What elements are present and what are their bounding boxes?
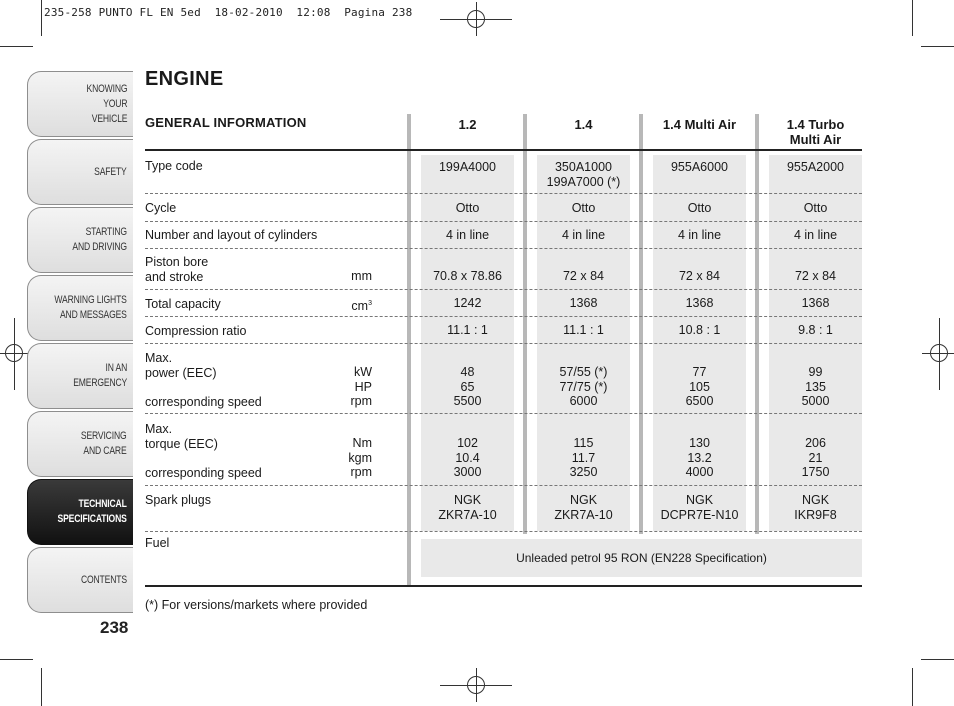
sidebar-tab-safety[interactable]: SAFETY	[27, 139, 133, 205]
column-header-1-4-multi-air: 1.4 Multi Air	[662, 117, 737, 132]
cell-value: 99 135 5000	[801, 365, 830, 408]
crop-mark	[0, 46, 33, 47]
crop-mark	[41, 0, 42, 36]
cell-value: 72 x 84	[562, 269, 604, 283]
row-divider	[145, 289, 862, 290]
cell-value: 48 65 5500	[453, 365, 482, 408]
fuel-value: Unleaded petrol 95 RON (EN228 Specification)	[421, 539, 862, 577]
crop-mark	[921, 46, 954, 47]
row-label-type-code: Type code	[145, 159, 203, 173]
print-header: 235-258 PUNTO FL EN 5ed 18-02-2010 12:08 Pagina 238	[44, 6, 413, 19]
row-label-compression-ratio: Compression ratio	[145, 324, 247, 338]
column-header-1-4: 1.4	[574, 117, 593, 132]
cell-value: 102 10.4 3000	[453, 436, 482, 479]
sidebar-tab-warning-lights[interactable]: WARNING LIGHTS AND MESSAGES	[27, 275, 133, 341]
column-separator	[523, 114, 527, 534]
crop-mark	[939, 318, 940, 390]
cell-value: 10.8 : 1	[678, 323, 721, 337]
sidebar-tab-servicing-and-care[interactable]: SERVICING AND CARE	[27, 411, 133, 477]
cell-value: Otto	[687, 201, 712, 215]
cell-value: 1242	[453, 296, 482, 310]
cell-value: Otto	[571, 201, 596, 215]
row-divider	[145, 343, 862, 344]
crop-mark	[41, 668, 42, 706]
page-number: 238	[100, 618, 129, 637]
row-unit: mm	[351, 269, 372, 283]
crop-mark	[0, 659, 33, 660]
row-divider	[145, 413, 862, 414]
column-header-1-2: 1.2	[458, 117, 477, 132]
crop-mark	[440, 19, 512, 20]
cell-value: 72 x 84	[794, 269, 836, 283]
row-unit: Nm kgm rpm	[348, 436, 372, 479]
cell-value: 1368	[801, 296, 830, 310]
table-bottom-rule	[145, 585, 862, 587]
cell-value: 955A6000	[670, 160, 728, 174]
cell-value: 11.1 : 1	[447, 323, 488, 337]
crop-mark	[921, 659, 954, 660]
cell-value: 72 x 84	[678, 269, 720, 283]
cell-value: 9.8 : 1	[798, 323, 833, 337]
crop-mark	[912, 0, 913, 36]
row-label-piston-bore: Piston bore and stroke	[145, 255, 209, 284]
row-label-max-torque: Max. torque (EEC) corresponding speed	[145, 422, 262, 480]
header-rule	[145, 149, 862, 151]
column-header-1-4-turbo-multi-air: 1.4 Turbo Multi Air	[786, 117, 845, 147]
crop-mark	[14, 318, 15, 390]
cell-value: 4 in line	[561, 228, 606, 242]
row-divider	[145, 316, 862, 317]
cell-value: 199A4000	[438, 160, 496, 174]
sidebar-tab-technical-specifications[interactable]: TECHNICAL SPECIFICATIONS	[27, 479, 133, 545]
row-label-spark-plugs: Spark plugs	[145, 493, 212, 507]
row-divider	[145, 221, 862, 222]
column-separator	[755, 114, 759, 534]
cell-value: 115 11.7 3250	[569, 436, 598, 479]
cell-value: 4 in line	[677, 228, 722, 242]
sidebar-tab-starting-and-driving[interactable]: STARTING AND DRIVING	[27, 207, 133, 273]
cell-value: 130 13.2 4000	[685, 436, 714, 479]
cell-value: 206 21 1750	[801, 436, 830, 479]
row-divider	[145, 248, 862, 249]
footnote: (*) For versions/markets where provided	[145, 598, 368, 612]
crop-mark	[440, 685, 512, 686]
cell-value: NGK DCPR7E-N10	[660, 493, 739, 522]
row-label-cycle: Cycle	[145, 201, 177, 215]
cell-value: 4 in line	[445, 228, 490, 242]
cell-value: 11.1 : 1	[563, 323, 604, 337]
row-divider	[145, 485, 862, 486]
column-separator	[639, 114, 643, 534]
row-label-total-capacity: Total capacity	[145, 297, 221, 311]
row-label-cylinders: Number and layout of cylinders	[145, 228, 318, 242]
row-divider	[145, 531, 862, 532]
cell-value: 1368	[685, 296, 714, 310]
cell-value: 57/55 (*) 77/75 (*) 6000	[559, 365, 608, 408]
general-information-heading: GENERAL INFORMATION	[145, 115, 307, 130]
cell-value: Otto	[803, 201, 828, 215]
sidebar-tab-in-an-emergency[interactable]: IN AN EMERGENCY	[27, 343, 133, 409]
page-title: ENGINE	[145, 68, 224, 90]
cell-value: NGK ZKR7A-10	[438, 493, 497, 522]
cell-value: 4 in line	[793, 228, 838, 242]
row-unit: $cm^3$	[351, 299, 372, 314]
cell-value: 77 105 6500	[685, 365, 714, 408]
cell-value: NGK IKR9F8	[794, 493, 837, 522]
row-label-max-power: Max. power (EEC) corresponding speed	[145, 351, 262, 409]
row-label-fuel: Fuel	[145, 536, 170, 550]
sidebar-tab-knowing-your-vehicle[interactable]: KNOWING YOUR VEHICLE	[27, 71, 133, 137]
cell-value: 70.8 x 78.86	[433, 269, 502, 283]
cell-value: 1368	[569, 296, 598, 310]
cell-value: 955A2000	[786, 160, 844, 174]
registration-mark-right	[922, 336, 954, 370]
crop-mark	[912, 668, 913, 706]
row-divider	[145, 193, 862, 194]
column-separator	[407, 114, 411, 586]
cell-value: 350A1000 199A7000 (*)	[546, 160, 621, 189]
cell-value: Otto	[455, 201, 480, 215]
row-unit: kW HP rpm	[350, 365, 372, 408]
sidebar-tab-contents[interactable]: CONTENTS	[27, 547, 133, 613]
cell-value: NGK ZKR7A-10	[554, 493, 613, 522]
